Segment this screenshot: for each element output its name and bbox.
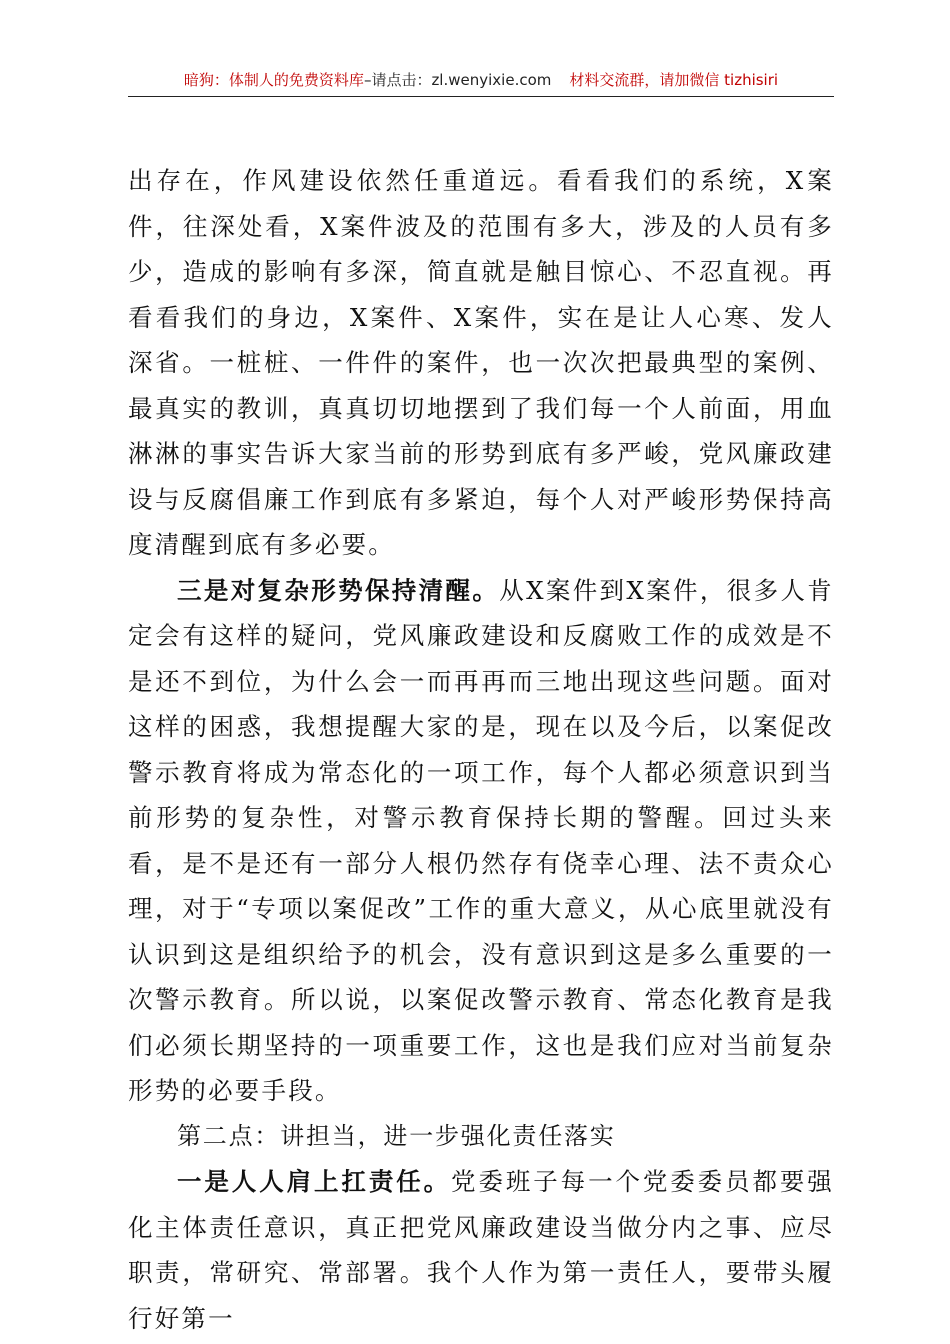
paragraph-lead: 三是对复杂形势保持清醒。 [177, 575, 500, 605]
paragraph-text: 出存在，作风建设依然任重道远。看看我们的系统，X案件，往深处看，X案件波及的范围有多大，涉及的人员有多少，造成的影响有多深，简直就是触目惊心、不忍直视。再看看我们的身边，X案件、X案件，实在是让人心寒、发人深省。一桩桩、一件件的案件，也一次次把最典型的案例、最真实的教训，真真切切地摆到了我们每一个人前面，用血淋淋的事实告诉大家当前的形势到底有多严峻，党风廉政建设与反腐倡廉工作到底有多紧迫，每个人对严峻形势保持高度清醒到底有多必要。 [128, 166, 834, 559]
paragraph-text: 党委班子每一个党委委员都要强化主体责任意识，真正把党风廉政建设当做分内之事、应尽职责，常研究、常部署。我个人作为第一责任人，要带头履行好第一 [128, 1167, 834, 1333]
paragraph-point-one [128, 1159, 834, 1341]
header-contact: 材料交流群，请加微信 tizhisiri [569, 71, 779, 89]
document-body [128, 158, 834, 1341]
paragraph-point-three [128, 568, 834, 1114]
paragraph-continuation [128, 158, 834, 568]
header-brand: 暗狗：体制人的免费资料库 [183, 71, 364, 89]
header-prompt[interactable]: –请点击：zl.wenyixie.com [363, 71, 552, 89]
page-header [128, 66, 834, 97]
paragraph-text: 从X案件到X案件，很多人肯定会有这样的疑问，党风廉政建设和反腐败工作的成效是不是还不到位，为什么会一而再再而三地出现这些问题。面对这样的困惑，我想提醒大家的是，现在以及今后，以案促改警示教育将成为常态化的一项工作，每个人都必须意识到当前形势的复杂性，对警示教育保持长期的警醒。回过头来看，是不是还有一部分人根仍然存有侥幸心理、法不责众心理，对于“专项以案促改”工作的重大意义，从心底里就没有认识到这是组织给予的机会，没有意识到这是多么重要的一次警示教育。所以说，以案促改警示教育、常态化教育是我们必须长期坚持的一项重要工作，这也是我们应对当前复杂形势的必要手段。 [128, 575, 835, 1105]
paragraph-lead: 一是人人肩上扛责任。 [177, 1167, 452, 1196]
section-heading: 第二点：讲担当，进一步强化责任落实 [177, 1121, 616, 1150]
